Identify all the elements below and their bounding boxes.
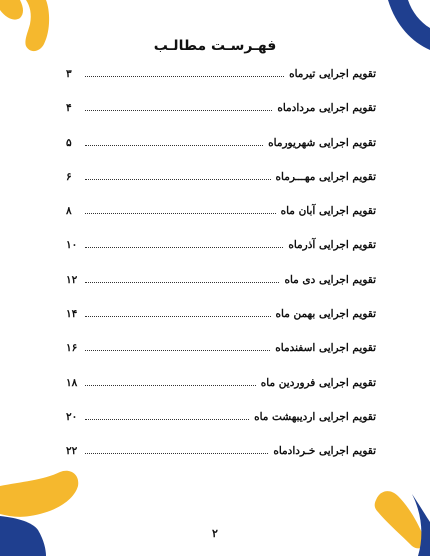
toc-entry-title: تقویم اجرایی تیرماه	[289, 68, 376, 80]
toc-entry-page: ۲۰	[66, 410, 78, 423]
toc-entry-title: تقویم اجرایی خـردادماه	[273, 445, 376, 458]
toc-entry-page: ۶	[66, 170, 72, 183]
toc-entry-title: تقویم اجرایی بهمن ماه	[275, 308, 376, 321]
toc-entry[interactable]	[66, 205, 376, 239]
toc-entry[interactable]	[66, 239, 376, 273]
toc-entry-page: ۵	[66, 136, 72, 149]
toc-entry[interactable]	[66, 102, 376, 136]
dot-leader	[85, 102, 272, 111]
dot-leader	[85, 171, 271, 180]
toc-entry-title: تقویم اجرایی مهـــرماه	[275, 170, 376, 183]
toc-entry[interactable]	[66, 377, 376, 411]
dot-leader	[85, 445, 268, 454]
toc-entry-page: ۸	[66, 205, 72, 218]
toc-entry-page: ۱۲	[66, 273, 78, 286]
corner-decoration-bottom-right	[372, 488, 430, 556]
toc-entry[interactable]	[66, 274, 376, 308]
dot-leader	[85, 205, 276, 214]
toc-entry-title: تقویم اجرایی آذرماه	[288, 239, 376, 252]
toc-entry-page: ۳	[66, 68, 72, 80]
toc-entry-title: تقویم اجرایی مردادماه	[277, 102, 376, 115]
toc-entry-title: تقویم اجرایی دی ماه	[284, 273, 376, 286]
toc-entry[interactable]	[66, 171, 376, 205]
page-title: فهـرسـت مطالـب	[153, 38, 277, 54]
toc-entry-title: تقویم اجرایی اردیبهشت ماه	[254, 410, 376, 423]
dot-leader	[85, 377, 256, 386]
toc-entry[interactable]	[66, 137, 376, 171]
toc-entry[interactable]	[66, 308, 376, 342]
page-number: ۲	[212, 527, 218, 540]
toc-entry[interactable]	[66, 68, 376, 102]
dot-leader	[85, 411, 249, 420]
toc-entry-title: تقویم اجرایی آبان ماه	[280, 205, 376, 218]
toc-entry-title: تقویم اجرایی شهریورماه	[268, 136, 376, 149]
dot-leader	[85, 274, 279, 283]
toc-entry[interactable]	[66, 411, 376, 445]
toc-entry-page: ۱۴	[66, 308, 78, 321]
toc-entry[interactable]	[66, 342, 376, 376]
toc-entry-page: ۲۲	[66, 445, 78, 458]
toc-entry-page: ۱۰	[66, 239, 78, 252]
toc-entry-title: تقویم اجرایی فروردین ماه	[260, 376, 376, 389]
toc-entry-page: ۴	[66, 102, 72, 115]
dot-leader	[85, 342, 270, 351]
toc-entry-page: ۱۸	[66, 376, 78, 389]
toc-entry[interactable]	[66, 445, 376, 479]
dot-leader	[85, 137, 263, 146]
toc-entry-page: ۱۶	[66, 342, 78, 355]
toc-entry-title: تقویم اجرایی اسفندماه	[275, 342, 376, 355]
dot-leader	[85, 308, 271, 317]
dot-leader	[85, 68, 284, 77]
table-of-contents	[66, 68, 376, 480]
dot-leader	[85, 239, 283, 248]
